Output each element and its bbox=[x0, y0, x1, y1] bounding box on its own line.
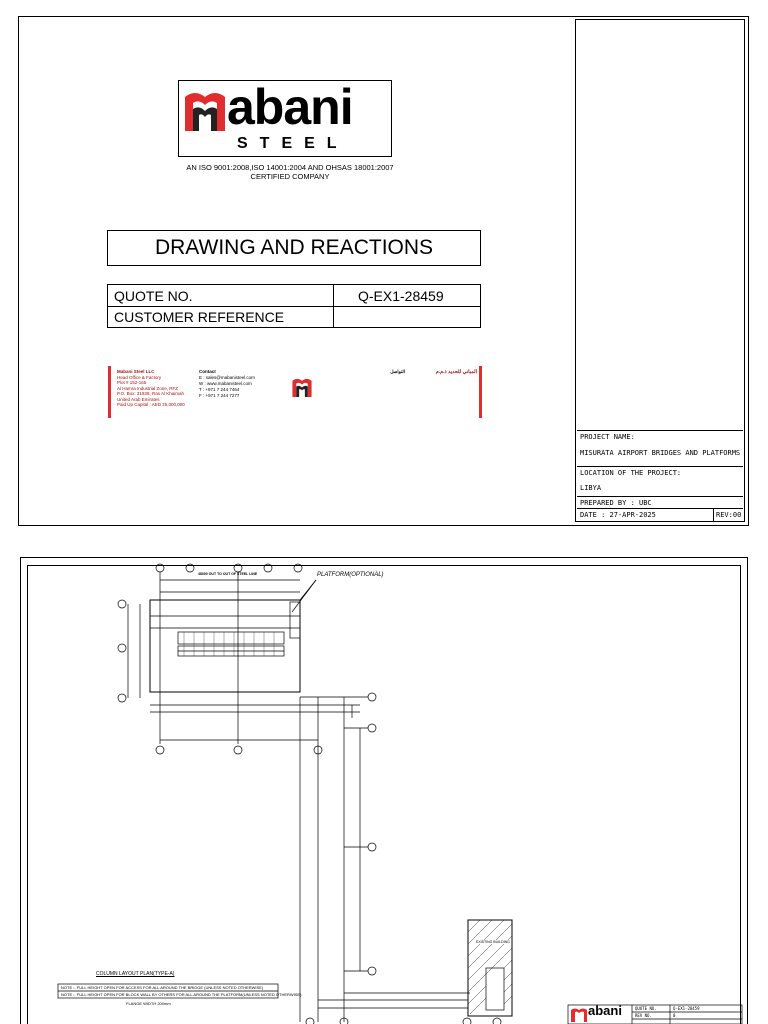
rev-text: REV:00 bbox=[716, 511, 742, 519]
note-1: NOTE :- FULL HEIGHT OPEN FOR ACCESS FOR ALL AROUND THE BRIDGE (UNLESS NOTED OTHERWISE) bbox=[61, 985, 264, 990]
logo-word: abani bbox=[227, 79, 353, 135]
drawing-title-text: DRAWING AND REACTIONS bbox=[154, 236, 434, 259]
platform-label: PLATFORM(OPTIONAL) bbox=[317, 572, 384, 578]
banner-contact-title: Contact bbox=[199, 369, 216, 374]
mini-quote-label: QUOTE NO. bbox=[635, 1006, 657, 1011]
mini-quote-value: Q-EX1-28459 bbox=[673, 1006, 700, 1011]
project-label: PROJECT NAME: bbox=[580, 433, 635, 441]
banner-company: Mabani Steel LLC bbox=[117, 369, 155, 374]
banner-arabic-contact: التواصل bbox=[390, 369, 405, 374]
logo-sub: STEEL bbox=[237, 135, 349, 152]
mini-logo-word: abani bbox=[588, 1003, 622, 1018]
quote-label: QUOTE NO. bbox=[114, 288, 193, 304]
cert-line-1: AN ISO 9001:2008,ISO 14001:2004 AND OHSAS 18001:2007 bbox=[186, 163, 394, 172]
mini-rev-label: REV NO. bbox=[635, 1013, 652, 1018]
banner-contact-3: F : +971 7 244 7277 bbox=[199, 393, 240, 398]
banner-contact-0: E : sales@mabanisteel.com bbox=[199, 375, 255, 380]
location-value: LIBYA bbox=[580, 484, 602, 492]
existing-building-label: EXISTING BUILDING bbox=[476, 940, 510, 944]
banner-line-2: Al Hamra Industrial Zone, RFZ bbox=[117, 385, 179, 391]
banner-line-1: Plot # 152-165 bbox=[117, 380, 147, 385]
banner-contact-1: W : www.mabanisteel.com bbox=[199, 381, 252, 386]
banner-arabic-title: المباني للحديد ذ.م.م bbox=[435, 369, 477, 375]
banner-contact-2: T : +971 7 244 7464 bbox=[199, 387, 240, 392]
date-text: DATE : 27-APR-2025 bbox=[580, 511, 656, 519]
banner-line-5: Paid Up Capital : AED 25,000,000 bbox=[117, 402, 185, 407]
project-value: MISURATA AIRPORT BRIDGES AND PLATFORMS bbox=[580, 449, 741, 457]
plan-title: COLUMN LAYOUT PLAN(TYPE-A) bbox=[96, 971, 175, 977]
prepared-by: PREPARED BY : UBC bbox=[580, 499, 652, 507]
banner-line-3: P.O. Box: 31938, Ras Al Khaimah bbox=[117, 391, 184, 396]
location-label: LOCATION OF THE PROJECT: bbox=[580, 469, 682, 477]
quote-value: Q-EX1-28459 bbox=[358, 288, 444, 304]
flange-note: FLANGE WIDTH 200mm bbox=[126, 1001, 171, 1006]
customer-label: CUSTOMER REFERENCE bbox=[114, 309, 285, 325]
note-2: NOTE :- FULL HEIGHT OPEN FOR BLOCK WALL BY OTHERS FOR ALL AROUND THE PLATFORM(UNLESS NOTED OTHERWISE) bbox=[61, 992, 302, 997]
banner-line-4: United Arab Emirates bbox=[117, 396, 160, 402]
cert-line-2: CERTIFIED COMPANY bbox=[250, 172, 330, 181]
steel-line-label: 48000 OUT TO OUT OF STEEL LINE bbox=[198, 572, 258, 576]
mini-rev-value: 0 bbox=[673, 1013, 676, 1018]
banner-line-0: Head Office & Factory bbox=[117, 374, 162, 380]
